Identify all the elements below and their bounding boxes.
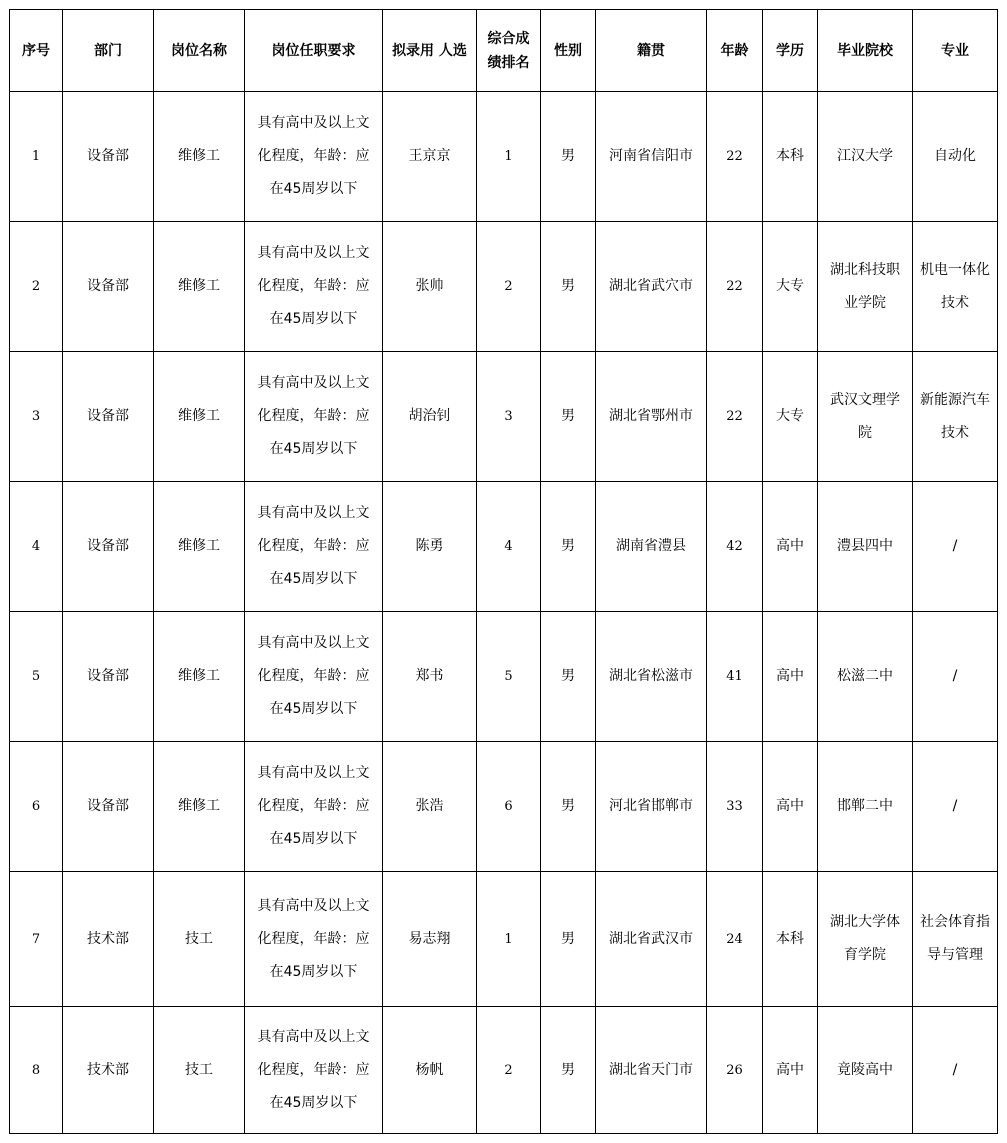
- table-row: [10, 872, 998, 1007]
- cell-post: 维修工: [154, 352, 245, 482]
- cell-origin: 河南省信阳市: [596, 92, 707, 222]
- header-edu: 学历: [763, 10, 818, 92]
- cell-rank: 6: [477, 742, 541, 872]
- cell-age: 22: [707, 92, 763, 222]
- cell-no: 8: [10, 1007, 63, 1134]
- candidate-table: [9, 9, 998, 1134]
- header-origin: 籍贯: [596, 10, 707, 92]
- cell-dept: 设备部: [63, 92, 154, 222]
- cell-post: 技工: [154, 1007, 245, 1134]
- cell-major: 机电一体化技术: [913, 222, 998, 352]
- cell-rank: 1: [477, 92, 541, 222]
- cell-school: 松滋二中: [818, 612, 913, 742]
- header-name: 拟录用 人选: [383, 10, 477, 92]
- header-rank: 综合成绩排名: [477, 10, 541, 92]
- cell-dept: 设备部: [63, 482, 154, 612]
- cell-post: 维修工: [154, 742, 245, 872]
- cell-name: 胡治钊: [383, 352, 477, 482]
- cell-rank: 2: [477, 1007, 541, 1134]
- cell-gender: 男: [541, 612, 596, 742]
- cell-origin: 湖北省松滋市: [596, 612, 707, 742]
- cell-gender: 男: [541, 1007, 596, 1134]
- cell-name: 王京京: [383, 92, 477, 222]
- header-no: 序号: [10, 10, 63, 92]
- cell-edu: 大专: [763, 352, 818, 482]
- cell-origin: 河北省邯郸市: [596, 742, 707, 872]
- cell-rank: 5: [477, 612, 541, 742]
- cell-name: 张浩: [383, 742, 477, 872]
- cell-no: 5: [10, 612, 63, 742]
- cell-edu: 高中: [763, 742, 818, 872]
- cell-no: 7: [10, 872, 63, 1007]
- cell-rank: 4: [477, 482, 541, 612]
- header-post: 岗位名称: [154, 10, 245, 92]
- cell-major: 社会体育指导与管理: [913, 872, 998, 1007]
- cell-req: 具有高中及以上文化程度，年龄：应在45周岁以下: [245, 742, 383, 872]
- cell-edu: 本科: [763, 92, 818, 222]
- cell-post: 维修工: [154, 482, 245, 612]
- cell-name: 陈勇: [383, 482, 477, 612]
- header-school: 毕业院校: [818, 10, 913, 92]
- cell-name: 易志翔: [383, 872, 477, 1007]
- cell-major: /: [913, 612, 998, 742]
- cell-no: 1: [10, 92, 63, 222]
- cell-school: 邯郸二中: [818, 742, 913, 872]
- table-row: [10, 92, 998, 222]
- header-age: 年龄: [707, 10, 763, 92]
- cell-req: 具有高中及以上文化程度，年龄：应在45周岁以下: [245, 1007, 383, 1134]
- cell-origin: 湖北省鄂州市: [596, 352, 707, 482]
- cell-origin: 湖北省天门市: [596, 1007, 707, 1134]
- table-row: [10, 612, 998, 742]
- cell-name: 杨帆: [383, 1007, 477, 1134]
- cell-no: 3: [10, 352, 63, 482]
- cell-name: 张帅: [383, 222, 477, 352]
- cell-school: 武汉文理学院: [818, 352, 913, 482]
- cell-major: /: [913, 742, 998, 872]
- cell-edu: 高中: [763, 1007, 818, 1134]
- cell-gender: 男: [541, 872, 596, 1007]
- cell-dept: 技术部: [63, 872, 154, 1007]
- cell-origin: 湖北省武穴市: [596, 222, 707, 352]
- cell-edu: 大专: [763, 222, 818, 352]
- cell-major: 自动化: [913, 92, 998, 222]
- cell-age: 22: [707, 352, 763, 482]
- cell-req: 具有高中及以上文化程度，年龄：应在45周岁以下: [245, 872, 383, 1007]
- cell-age: 24: [707, 872, 763, 1007]
- cell-no: 6: [10, 742, 63, 872]
- cell-gender: 男: [541, 222, 596, 352]
- cell-age: 41: [707, 612, 763, 742]
- cell-post: 技工: [154, 872, 245, 1007]
- cell-dept: 设备部: [63, 612, 154, 742]
- cell-name: 郑书: [383, 612, 477, 742]
- cell-gender: 男: [541, 92, 596, 222]
- cell-post: 维修工: [154, 612, 245, 742]
- cell-req: 具有高中及以上文化程度，年龄：应在45周岁以下: [245, 92, 383, 222]
- cell-rank: 2: [477, 222, 541, 352]
- cell-school: 澧县四中: [818, 482, 913, 612]
- cell-rank: 3: [477, 352, 541, 482]
- cell-school: 江汉大学: [818, 92, 913, 222]
- cell-no: 4: [10, 482, 63, 612]
- cell-req: 具有高中及以上文化程度，年龄：应在45周岁以下: [245, 352, 383, 482]
- cell-major: /: [913, 1007, 998, 1134]
- cell-age: 22: [707, 222, 763, 352]
- cell-req: 具有高中及以上文化程度，年龄：应在45周岁以下: [245, 612, 383, 742]
- table-row: [10, 1007, 998, 1134]
- cell-school: 竟陵高中: [818, 1007, 913, 1134]
- cell-gender: 男: [541, 742, 596, 872]
- header-major: 专业: [913, 10, 998, 92]
- cell-age: 42: [707, 482, 763, 612]
- cell-dept: 设备部: [63, 742, 154, 872]
- cell-dept: 设备部: [63, 352, 154, 482]
- header-row: [10, 10, 998, 92]
- cell-age: 26: [707, 1007, 763, 1134]
- cell-dept: 技术部: [63, 1007, 154, 1134]
- cell-req: 具有高中及以上文化程度，年龄：应在45周岁以下: [245, 222, 383, 352]
- cell-major: /: [913, 482, 998, 612]
- cell-age: 33: [707, 742, 763, 872]
- cell-gender: 男: [541, 482, 596, 612]
- cell-rank: 1: [477, 872, 541, 1007]
- cell-major: 新能源汽车技术: [913, 352, 998, 482]
- cell-post: 维修工: [154, 92, 245, 222]
- cell-req: 具有高中及以上文化程度，年龄：应在45周岁以下: [245, 482, 383, 612]
- cell-post: 维修工: [154, 222, 245, 352]
- cell-origin: 湖南省澧县: [596, 482, 707, 612]
- cell-school: 湖北大学体育学院: [818, 872, 913, 1007]
- header-dept: 部门: [63, 10, 154, 92]
- table-row: [10, 352, 998, 482]
- cell-school: 湖北科技职业学院: [818, 222, 913, 352]
- header-gender: 性别: [541, 10, 596, 92]
- header-req: 岗位任职要求: [245, 10, 383, 92]
- cell-dept: 设备部: [63, 222, 154, 352]
- cell-edu: 高中: [763, 482, 818, 612]
- cell-origin: 湖北省武汉市: [596, 872, 707, 1007]
- cell-edu: 高中: [763, 612, 818, 742]
- table-row: [10, 222, 998, 352]
- table-row: [10, 482, 998, 612]
- table-row: [10, 742, 998, 872]
- cell-no: 2: [10, 222, 63, 352]
- cell-gender: 男: [541, 352, 596, 482]
- cell-edu: 本科: [763, 872, 818, 1007]
